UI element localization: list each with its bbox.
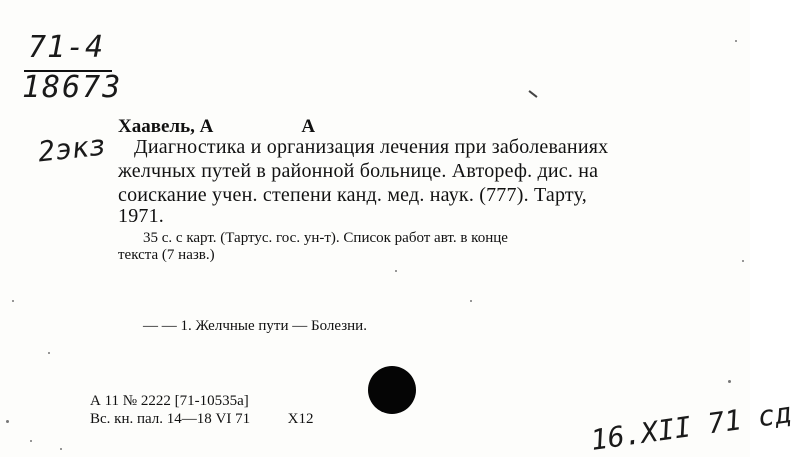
physical-description-line-2: текста (7 назв.) bbox=[118, 247, 215, 263]
title-line-1: Диагностика и организация лечения при заболеваниях bbox=[134, 136, 609, 158]
author-heading bbox=[118, 116, 315, 138]
physical-description-line-1: 35 с. с карт. (Тартус. гос. ун-т). Список работ авт. в конце bbox=[143, 230, 508, 246]
author-surname: Хаавель, А bbox=[118, 116, 214, 137]
scan-speck bbox=[470, 300, 472, 302]
scan-speck bbox=[60, 448, 62, 450]
footer-registration: Вс. кн. пал. 14—18 VI 71 bbox=[90, 411, 251, 427]
title-line-4: 1971. bbox=[118, 205, 164, 227]
scan-speck bbox=[742, 260, 744, 262]
scan-speck bbox=[735, 40, 737, 42]
stray-mark bbox=[528, 90, 537, 98]
scan-speck bbox=[30, 440, 32, 442]
scan-speck bbox=[6, 420, 9, 423]
punch-hole bbox=[368, 366, 416, 414]
handwritten-date: 16.XII 71 сд bbox=[588, 396, 794, 457]
scan-speck bbox=[728, 380, 731, 383]
author-initial: А bbox=[301, 116, 316, 137]
subject-heading: — — 1. Желчные пути — Болезни. bbox=[143, 318, 367, 334]
scan-speck bbox=[395, 270, 397, 272]
title-line-2: желчных путей в районной больнице. Автореф. дис. на bbox=[118, 160, 599, 182]
scan-speck bbox=[48, 352, 50, 354]
handwritten-call-number-bottom: 18673 bbox=[22, 70, 123, 105]
scan-speck bbox=[12, 300, 14, 302]
handwritten-copies-note: 2экз bbox=[36, 128, 107, 169]
footer-line-1: А 11 № 2222 [71-10535а] bbox=[90, 393, 249, 409]
footer-code: X12 bbox=[287, 411, 314, 427]
title-line-3: соискание учен. степени канд. мед. наук. (777). Тарту, bbox=[118, 184, 587, 206]
handwritten-call-number-top: 71-4 bbox=[28, 30, 105, 65]
footer-line-2 bbox=[90, 411, 313, 428]
